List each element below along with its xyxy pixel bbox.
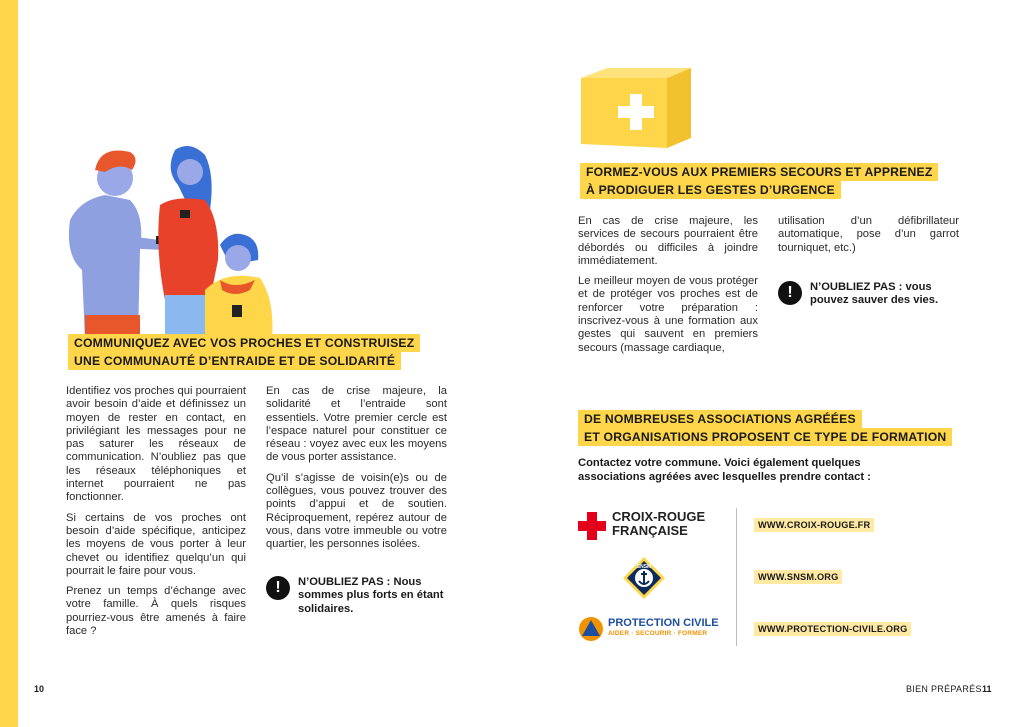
left-col1-paragraph-2: Si certains de vos proches ont besoin d’aide spécifique, anticipez les moyens de vous porter à leur chevet ou identifiez quelqu’un qui pourrait le faire pour vous. <box>66 511 246 577</box>
right-s1-col1-paragraph-1: En cas de crise majeure, les services de secours pourraient être débordés ou difficiles à joindre immédiatement. <box>578 215 758 267</box>
snsm-logo-label: SNSM <box>636 564 652 570</box>
left-col2-paragraph-1: En cas de crise majeure, la solidarité et l’entraide sont essentiels. Votre premier cercle est l’espace naturel pour constituer ce réseau : voyez avec eux les moyens de vous porter assistance. <box>266 385 447 464</box>
page-edge-strip <box>0 0 18 727</box>
right-s1-column-2 <box>778 215 959 262</box>
left-column-1 <box>66 385 246 645</box>
left-section-title <box>68 334 420 370</box>
left-reminder-text: N’OUBLIEZ PAS : Nous sommes plus forts en étant solidaires. <box>298 576 444 615</box>
contact-intro: Contactez votre commune. Voici également quelques associations agréées avec lesquelles prendre contact : <box>578 457 871 483</box>
snsm-url[interactable]: WWW.SNSM.ORG <box>754 570 842 584</box>
croix-rouge-line2: FRANÇAISE <box>612 523 688 538</box>
snsm-logo-icon <box>622 556 666 600</box>
protection-civile-line2: AIDER · SECOURIR · FORMER <box>608 630 708 637</box>
protection-civile-icon <box>578 616 604 642</box>
first-aid-section-title <box>580 163 938 199</box>
people-illustration <box>60 140 280 340</box>
association-snsm <box>578 556 898 596</box>
right-reminder-note <box>778 281 960 308</box>
left-reminder-note <box>266 576 448 616</box>
exclamation-icon: ! <box>266 576 290 600</box>
left-section-title-line2: UNE COMMUNAUTÉ D’ENTRAIDE ET DE SOLIDARITÉ <box>68 352 401 370</box>
associations-section-title <box>578 410 952 446</box>
association-croix-rouge <box>578 506 898 546</box>
right-reminder-text: N’OUBLIEZ PAS : vous pouvez sauver des vies. <box>810 281 939 307</box>
left-col1-paragraph-1: Identifiez vos proches qui pourraient avoir besoin d’aide et définissez un moyen de rester en contact, en privilégiant les messages pour ne pas saturer les réseaux de communication. N’oubliez pas que les réseaux téléphoniques et internet pourraient ne pas fonctionner. <box>66 385 246 504</box>
left-col2-paragraph-2: Qu’il s’agisse de voisin(e)s ou de collègues, vous pouvez trouver des points d’appui et de soutien. Réciproquement, repérez autour de vous, dans votre immeuble ou votre quartier, les personnes isolées. <box>266 471 447 551</box>
left-col1-paragraph-3: Prenez un temps d’échange avec votre famille. À quels risques pourriez-vous être amenés à faire face ? <box>66 585 246 638</box>
protection-civile-url[interactable]: WWW.PROTECTION-CIVILE.ORG <box>754 622 911 636</box>
protection-civile-line1: PROTECTION CIVILE <box>608 617 719 629</box>
first-aid-title-line1: FORMEZ-VOUS AUX PREMIERS SECOURS ET APPRENEZ <box>580 163 938 181</box>
right-s1-col1-paragraph-2: Le meilleur moyen de vous protéger et de protéger vos proches est de renforcer votre préparation : inscrivez-vous à une formation aux gestes qui sauvent en premiers secours (massage cardiaque, <box>578 275 758 354</box>
left-column-2 <box>266 385 447 559</box>
association-protection-civile <box>578 612 908 652</box>
right-page-number: 11 <box>982 684 992 694</box>
left-page-number: 10 <box>34 684 45 694</box>
croix-rouge-url[interactable]: WWW.CROIX-ROUGE.FR <box>754 518 874 532</box>
right-s1-col2-paragraph-1: utilisation d’un défibrillateur automatique, pose d’un garrot tourniquet, etc.) <box>778 215 959 254</box>
first-aid-kit-icon <box>577 64 695 148</box>
associations-title-line2: ET ORGANISATIONS PROPOSENT CE TYPE DE FORMATION <box>578 428 952 446</box>
croix-rouge-line1: CROIX-ROUGE <box>612 509 706 524</box>
first-aid-title-line2: À PRODIGUER LES GESTES D’URGENCE <box>580 181 841 199</box>
red-cross-icon <box>578 512 606 540</box>
croix-rouge-logo-text <box>612 510 705 538</box>
associations-title-line1: DE NOMBREUSES ASSOCIATIONS AGRÉÉES <box>578 410 862 428</box>
protection-civile-logo-text <box>608 618 719 638</box>
right-s1-column-1 <box>578 215 758 362</box>
footer-label: BIEN PRÉPARÉS <box>906 684 982 694</box>
left-section-title-line1: COMMUNIQUEZ AVEC VOS PROCHES ET CONSTRUISEZ <box>68 334 420 352</box>
exclamation-icon: ! <box>778 281 802 305</box>
